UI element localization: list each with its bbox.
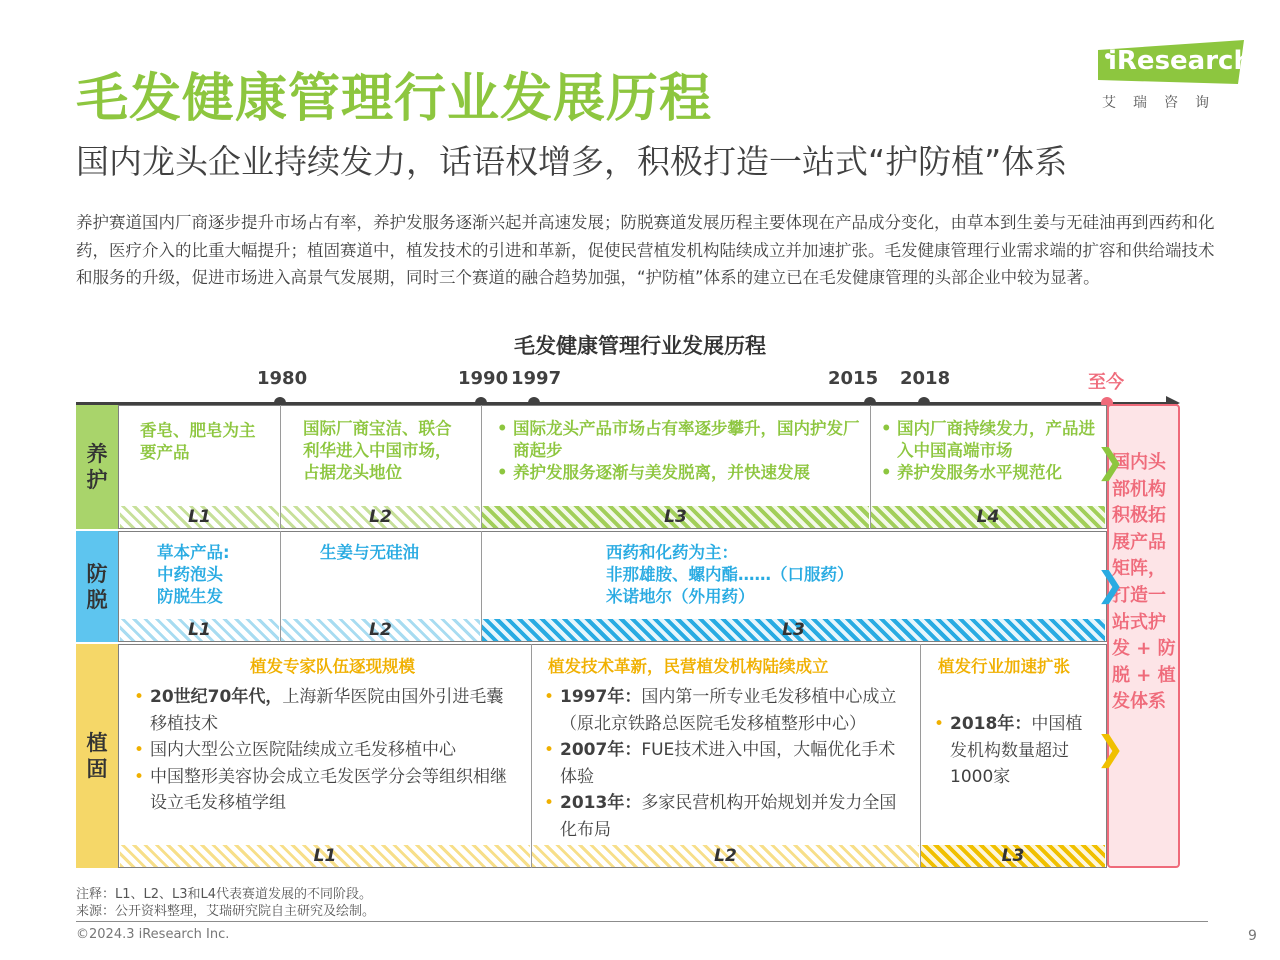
divider [531,644,532,868]
row-label-antiloss: 防脱 [76,531,118,642]
list-item: • 1997年：国内第一所专业毛发移植中心成立（原北京铁路总医院毛发移植整形中心） [540,684,912,737]
list-item: • 2018年：中国植发机构数量超过1000家 [930,711,1095,791]
chevron-right-icon: ❯ [1096,729,1125,769]
footer-divider [76,921,1208,922]
stage-bar-antiloss-l3: L3 [482,619,1105,641]
intro-paragraph: 养护赛道国内厂商逐步提升市场占有率，养护发服务逐渐兴起并高速发展；防脱赛道发展历程主要体现在产品成分变化，由草本到生姜与无硅油再到西药和化药，医疗介入的比重大幅提升；植固赛道中，植发技术的引进和革新，促使民营植发机构陆续成立并加速扩张。毛发健康管理行业需求端的扩容和供给端技术和服务的升级，促进市场进入高景气发展期，同时三个赛道的融合趋势加强，“护防植”体系的建立已在毛发健康管理的头部企业中较为显著。 [76,213,1215,287]
page-title: 毛发健康管理行业发展历程 [76,69,713,129]
antiloss-stage3-text [606,542,906,608]
care-stage2-text: 国际厂商宝洁、联合利华进入中国市场，占据龙头地位 [303,419,452,482]
chart-title: 毛发健康管理行业发展历程 [514,334,766,358]
care-stage4-text [877,418,1097,484]
row-label-transplant: 植固 [76,644,118,868]
care-stage1-text: 香皂、肥皂为主要产品 [140,421,256,462]
list-item: • 2013年：多家民营机构开始规划并发力全国化布局 [540,790,912,843]
note-text: 注释：L1、L2、L3和L4代表赛道发展的不同阶段。 [76,887,373,902]
stage-bar-antiloss-l1: L1 [120,619,279,641]
source-text: 来源：公开资料整理，艾瑞研究院自主研究及绘制。 [76,904,376,919]
year-label-now: 至今 [1088,372,1124,393]
year-label-1980: 1980 [257,368,308,389]
list-item: • 养护发服务水平规范化 [877,462,1097,484]
text-line: 中药泡头 [157,565,223,584]
logo-chinese-name: 艾瑞咨询 [1102,95,1226,111]
stage-bar-care-l2: L2 [281,506,480,528]
antiloss-stage1-text [157,542,277,608]
chevron-right-icon: ❯ [1096,442,1125,482]
text-line: 西药和化药为主： [606,543,738,562]
list-item: • 国内厂商持续发力，产品进入中国高端市场 [877,418,1097,462]
list-item: • 中国整形美容协会成立毛发医学分会等组织相继设立毛发移植学组 [130,764,520,817]
text-line: 非那雄胺、螺内酯……（口服药） [606,565,854,584]
summary-text: 国内头部机构积极拓展产品矩阵，打造一站式护发 + 防脱 + 植发体系 [1112,452,1176,713]
year-label-2018: 2018 [900,368,951,389]
logo-text: iResearch [1108,46,1252,76]
transplant-stage2-list [540,684,912,843]
transplant-stage3-list [930,711,1095,791]
divider [920,644,921,868]
stage-bar-care-l4: L4 [871,506,1105,528]
list-item: • 国内大型公立医院陆续成立毛发移植中心 [130,737,520,764]
care-stage3-text [493,418,863,484]
footnote [76,886,375,920]
list-item: • 国际龙头产品市场占有率逐步攀升，国内护发厂商起步 [493,418,863,462]
text-line: 米诺地尔（外用药） [606,587,755,606]
list-item: • 20世纪70年代，上海新华医院由国外引进毛囊移植技术 [130,684,520,737]
copyright: ©2024.3 iResearch Inc. [76,927,230,942]
stage-bar-antiloss-l2: L2 [281,619,480,641]
transplant-stage2-heading: 植发技术革新，民营植发机构陆续成立 [548,657,829,676]
stage-bar-transplant-l2: L2 [532,845,919,867]
text-line: 防脱生发 [157,587,223,606]
page-number: 9 [1248,928,1257,944]
antiloss-stage2-text: 生姜与无硅油 [320,543,419,562]
list-item: • 养护发服务逐渐与美发脱离，并快速发展 [493,462,863,484]
stage-bar-care-l3: L3 [482,506,869,528]
text-line: 草本产品: [157,543,230,562]
list-item: • 2007年：FUE技术进入中国，大幅优化手术体验 [540,737,912,790]
stage-bar-transplant-l3: L3 [921,845,1105,867]
stage-bar-care-l1: L1 [120,506,279,528]
year-label-2015: 2015 [828,368,879,389]
page-subtitle: 国内龙头企业持续发力，话语权增多，积极打造一站式“护防植”体系 [76,142,1068,181]
year-label-1990: 1990 [458,368,509,389]
transplant-stage1-heading: 植发专家队伍逐现规模 [250,657,415,676]
stage-bar-transplant-l1: L1 [120,845,530,867]
transplant-stage1-list [130,684,520,817]
year-label-1997: 1997 [511,368,562,389]
transplant-stage3-heading: 植发行业加速扩张 [938,657,1070,676]
chevron-right-icon: ❯ [1096,565,1125,605]
row-label-care: 养护 [76,405,118,529]
